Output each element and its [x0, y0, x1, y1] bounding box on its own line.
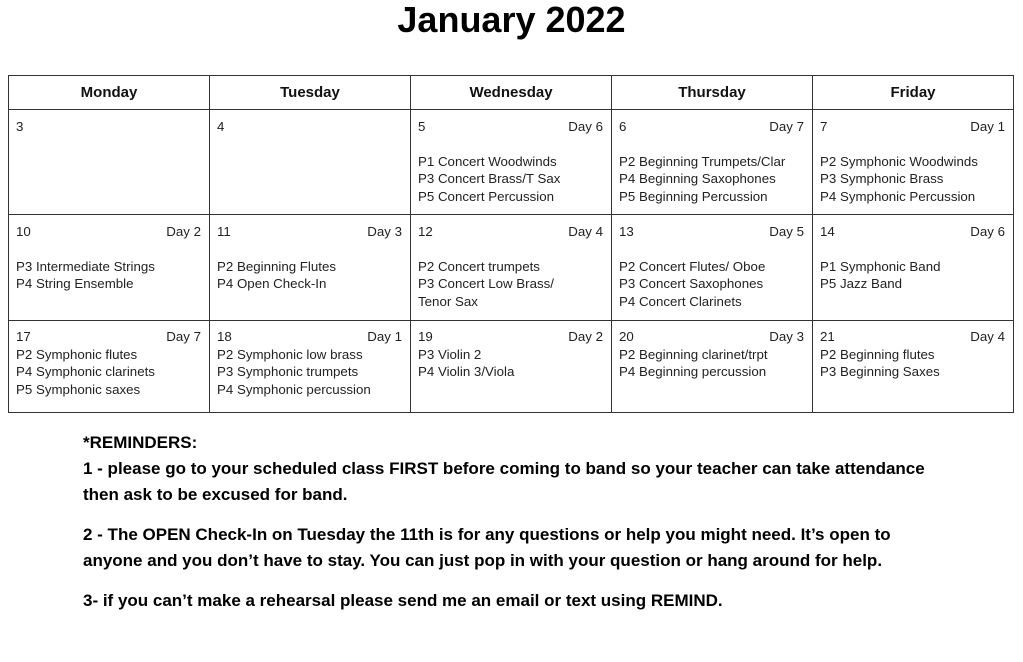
schedule-list	[217, 346, 402, 399]
date-number: 17	[16, 329, 31, 344]
day-cell-content	[813, 215, 1013, 320]
schedule-entry: P5 Beginning Percussion	[619, 189, 768, 205]
reminder-item: 1 - please go to your scheduled class FIRST before coming to band so your teacher can take attendance then ask to be excused for band.	[83, 459, 925, 504]
rotation-day-label: Day 3	[367, 224, 402, 239]
schedule-entry: P3 Symphonic trumpets	[217, 364, 359, 380]
calendar-day-cell	[210, 321, 411, 413]
header-friday: Friday	[813, 76, 1014, 110]
day-cell-content	[9, 215, 209, 320]
date-number: 11	[217, 224, 231, 239]
calendar-day-cell	[813, 215, 1014, 321]
rotation-day-label: Day 1	[970, 119, 1005, 134]
rotation-day-label: Day 1	[367, 329, 402, 344]
schedule-list	[820, 258, 1005, 293]
day-cell-content	[210, 215, 410, 320]
calendar-day-cell	[210, 110, 411, 215]
rotation-day-label: Day 2	[568, 329, 603, 344]
date-number: 7	[820, 119, 828, 134]
schedule-list	[16, 258, 201, 293]
day-cell-header	[619, 118, 804, 136]
calendar-day-cell	[612, 215, 813, 321]
schedule-entry: P4 Symphonic Percussion	[820, 189, 976, 205]
rotation-day-label: Day 5	[769, 224, 804, 239]
schedule-list	[16, 346, 201, 399]
schedule-entry: P3 Concert Saxophones	[619, 276, 764, 292]
schedule-list	[619, 153, 804, 206]
date-number: 12	[418, 224, 433, 239]
day-cell-header	[16, 328, 201, 346]
day-cell-content	[9, 110, 209, 214]
day-cell-content	[612, 110, 812, 214]
calendar-day-cell	[813, 321, 1014, 413]
schedule-entry: P4 Symphonic percussion	[217, 382, 371, 398]
date-number: 19	[418, 329, 433, 344]
date-number: 4	[217, 119, 225, 134]
schedule-entry: P4 Symphonic clarinets	[16, 364, 155, 380]
calendar-day-cell	[210, 215, 411, 321]
date-number: 3	[16, 119, 24, 134]
calendar-day-cell	[612, 321, 813, 413]
schedule-entry: P1 Symphonic Band	[820, 258, 941, 274]
reminder-item: 2 - The OPEN Check-In on Tuesday the 11th is for any questions or help you might need. It’s open to anyone and you don’t have to stay. You can just pop in with your question or hang around for help.	[83, 525, 891, 570]
date-number: 5	[418, 119, 426, 134]
schedule-entry: P4 Concert Clarinets	[619, 294, 742, 310]
schedule-entry: P5 Jazz Band	[820, 276, 903, 292]
schedule-entry: P2 Concert Flutes/ Oboe	[619, 258, 766, 274]
date-number: 18	[217, 329, 232, 344]
schedule-entry: P5 Symphonic saxes	[16, 382, 141, 398]
schedule-entry: P5 Concert Percussion	[418, 189, 554, 205]
day-cell-content	[411, 110, 611, 214]
date-number: 6	[619, 119, 627, 134]
day-cell-header	[820, 118, 1005, 136]
schedule-entry: P2 Beginning clarinet/trpt	[619, 346, 768, 362]
calendar-day-cell	[411, 215, 612, 321]
reminders-heading: *REMINDERS:	[83, 433, 198, 452]
schedule-entry: P2 Symphonic flutes	[16, 346, 138, 362]
schedule-entry: Tenor Sax	[418, 294, 478, 310]
rotation-day-label: Day 2	[166, 224, 201, 239]
rotation-day-label: Day 6	[568, 119, 603, 134]
schedule-entry: P2 Symphonic low brass	[217, 346, 363, 362]
day-cell-header	[418, 118, 603, 136]
calendar-week-row	[9, 215, 1014, 321]
schedule-list	[619, 258, 804, 311]
schedule-entry: P4 Beginning percussion	[619, 364, 767, 380]
calendar-day-cell	[411, 110, 612, 215]
schedule-list	[418, 346, 603, 381]
calendar-day-cell	[9, 321, 210, 413]
schedule-list	[418, 258, 603, 311]
schedule-entry: P2 Beginning Flutes	[217, 258, 337, 274]
calendar-week-row	[9, 321, 1014, 413]
schedule-entry: P2 Symphonic Woodwinds	[820, 153, 978, 169]
day-cell-header	[217, 118, 402, 136]
calendar-table	[8, 75, 1014, 413]
day-cell-content	[813, 110, 1013, 214]
day-cell-content	[813, 321, 1013, 412]
schedule-entry: P3 Beginning Saxes	[820, 364, 940, 380]
schedule-entry: P3 Concert Brass/T Sax	[418, 171, 561, 187]
schedule-entry: P1 Concert Woodwinds	[418, 153, 557, 169]
schedule-entry: P4 Open Check-In	[217, 276, 327, 292]
schedule-entry: P2 Beginning flutes	[820, 346, 935, 362]
schedule-list	[418, 153, 603, 206]
calendar-day-cell	[411, 321, 612, 413]
day-cell-header	[418, 223, 603, 241]
day-cell-content	[210, 110, 410, 214]
day-cell-header	[820, 223, 1005, 241]
schedule-list	[619, 346, 804, 381]
schedule-entry: P4 String Ensemble	[16, 276, 134, 292]
schedule-entry: P4 Violin 3/Viola	[418, 364, 515, 380]
rotation-day-label: Day 6	[970, 224, 1005, 239]
day-cell-content	[411, 215, 611, 320]
rotation-day-label: Day 7	[769, 119, 804, 134]
calendar-day-cell	[813, 110, 1014, 215]
day-cell-content	[411, 321, 611, 412]
day-cell-header	[16, 223, 201, 241]
rotation-day-label: Day 7	[166, 329, 201, 344]
reminders-section	[83, 430, 943, 628]
day-cell-header	[16, 118, 201, 136]
day-cell-header	[217, 328, 402, 346]
header-wednesday: Wednesday	[411, 76, 612, 110]
schedule-list	[820, 153, 1005, 206]
schedule-entry: P3 Violin 2	[418, 346, 482, 362]
schedule-list	[217, 258, 402, 293]
header-monday: Monday	[9, 76, 210, 110]
day-cell-header	[418, 328, 603, 346]
day-cell-content	[612, 215, 812, 320]
header-thursday: Thursday	[612, 76, 813, 110]
day-cell-content	[612, 321, 812, 412]
rotation-day-label: Day 4	[970, 329, 1005, 344]
schedule-list	[820, 346, 1005, 381]
reminder-item: 3- if you can’t make a rehearsal please send me an email or text using REMIND.	[83, 591, 723, 610]
calendar-day-cell	[612, 110, 813, 215]
page-title: January 2022	[397, 0, 626, 40]
weekday-header-row	[9, 76, 1014, 110]
schedule-entry: P3 Intermediate Strings	[16, 258, 155, 274]
schedule-entry: P4 Beginning Saxophones	[619, 171, 776, 187]
schedule-entry: P2 Beginning Trumpets/Clar	[619, 153, 786, 169]
date-number: 20	[619, 329, 634, 344]
date-number: 14	[820, 224, 835, 239]
schedule-entry: P3 Symphonic Brass	[820, 171, 944, 187]
date-number: 10	[16, 224, 31, 239]
day-cell-header	[820, 328, 1005, 346]
calendar-week-row	[9, 110, 1014, 215]
rotation-day-label: Day 3	[769, 329, 804, 344]
rotation-day-label: Day 4	[568, 224, 603, 239]
day-cell-header	[619, 223, 804, 241]
day-cell-content	[9, 321, 209, 412]
date-number: 21	[820, 329, 835, 344]
calendar-day-cell	[9, 215, 210, 321]
day-cell-content	[210, 321, 410, 412]
schedule-entry: P3 Concert Low Brass/	[418, 276, 554, 292]
date-number: 13	[619, 224, 634, 239]
day-cell-header	[217, 223, 402, 241]
header-tuesday: Tuesday	[210, 76, 411, 110]
calendar-day-cell	[9, 110, 210, 215]
schedule-entry: P2 Concert trumpets	[418, 258, 540, 274]
day-cell-header	[619, 328, 804, 346]
